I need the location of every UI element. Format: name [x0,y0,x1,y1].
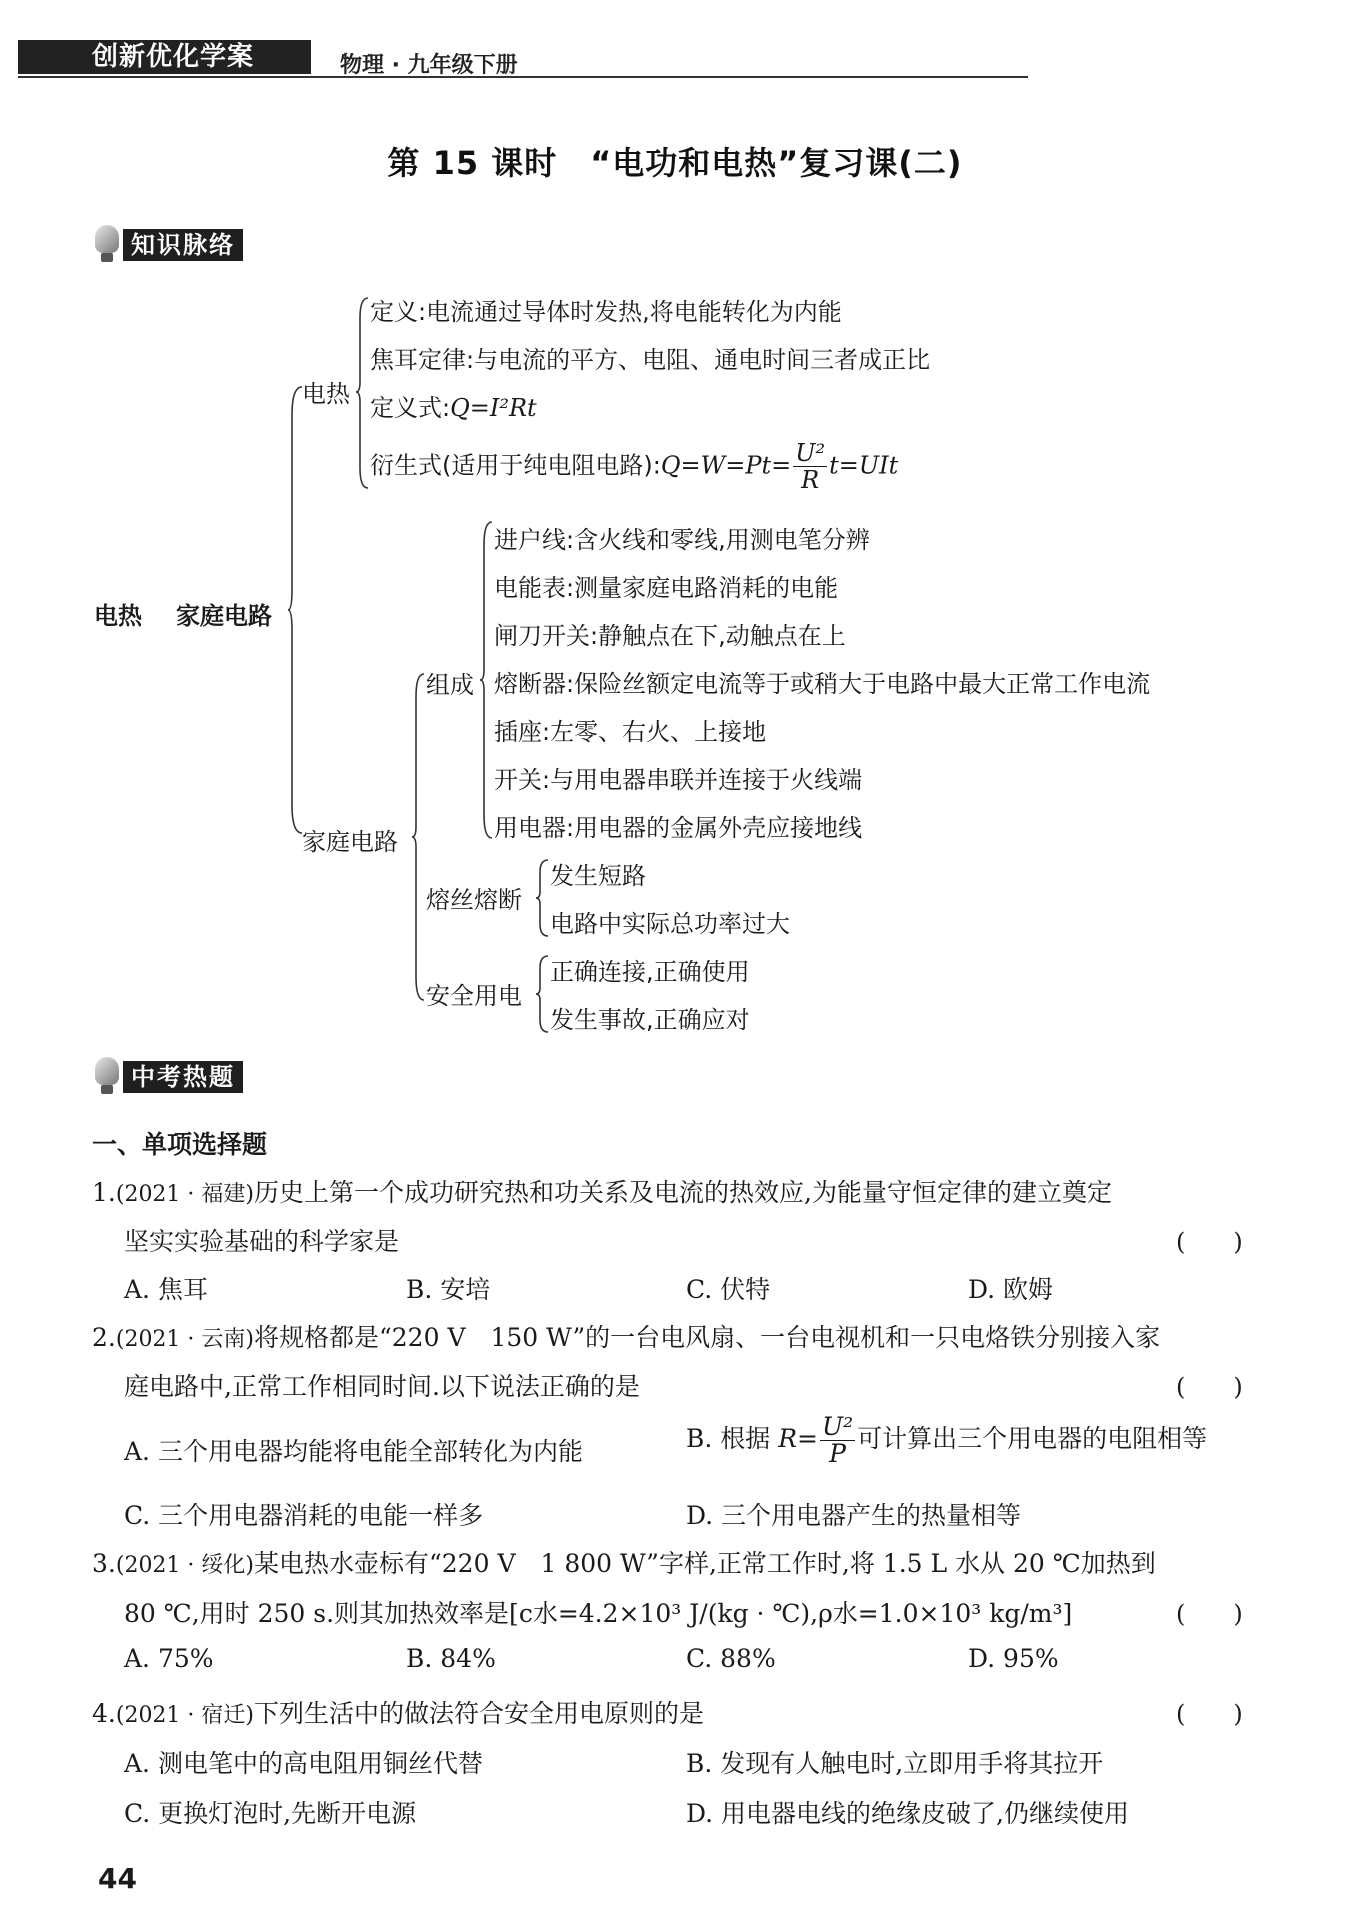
zucheng-item: 闸刀开关:静触点在下,动触点在上 [494,622,846,650]
header-subtitle: 物理 · 九年级下册 [340,53,518,78]
option: C. 88% [686,1644,776,1673]
option-b [686,1414,1207,1467]
tree-root-jiating: 家庭电路 [176,602,272,630]
question-text: 下列生活中的做法符合安全用电原则的是 [254,1699,705,1728]
section-badge-knowledge [95,228,243,262]
question-source: (2021 · 云南) [115,1327,254,1352]
section-badge-exam [95,1060,243,1094]
zucheng-item: 插座:左零、右火、上接地 [494,718,767,746]
option: D. 95% [968,1644,1059,1673]
lightbulb-icon [95,1057,119,1097]
branch-label-dianre: 电热 [302,380,350,408]
question-number: 1. [92,1178,116,1207]
brace-dianre [356,296,370,491]
tree-root-dianre: 电热 [94,602,142,630]
option: C. 伏特 [686,1275,771,1304]
option: B. 安培 [406,1275,491,1304]
question-number: 3. [92,1549,116,1578]
dianre-formula [370,388,537,423]
question-text: 历史上第一个成功研究热和功关系及电流的热效应,为能量守恒定律的建立奠定 [254,1178,1112,1207]
question-text: 某电热水壶标有“220 V 1 800 W”字样,正常工作时,将 1.5 L 水从 20 ℃加热到 [254,1549,1156,1578]
header-brand: 创新优化学案 [92,42,255,72]
answer-blank[interactable]: ( ) [1176,1228,1243,1256]
lightbulb-icon [95,225,119,265]
derived-fraction [793,440,827,493]
brace-rongsi [536,858,550,938]
question-source: (2021 · 宿迁) [115,1703,254,1728]
option: A. 焦耳 [124,1275,208,1304]
question-3-line1 [92,1544,1156,1580]
question-1-line1 [92,1173,1112,1209]
option-b-numerator: U² [822,1412,854,1441]
answer-blank[interactable]: ( ) [1176,1373,1243,1401]
dianre-item: 焦耳定律:与电流的平方、电阻、通电时间三者成正比 [370,346,931,374]
zucheng-item: 用电器:用电器的金属外壳应接地线 [494,814,863,842]
branch-label-jiating: 家庭电路 [302,828,398,856]
option: D. 欧姆 [968,1275,1054,1304]
option-b-denominator: P [829,1439,846,1468]
question-3-line2: 80 ℃,用时 250 s.则其加热效率是[c水=4.2×10³ J/(kg · ℃),ρ水=1.0×10³ kg/m³] [124,1599,1073,1628]
brace-jiating [412,672,426,1002]
question-source: (2021 · 绥化) [115,1553,254,1578]
dianre-item: 定义:电流通过导体时发热,将电能转化为内能 [370,298,842,326]
option: C. 三个用电器消耗的电能一样多 [124,1501,484,1530]
anquan-item: 正确连接,正确使用 [550,958,750,986]
branch-label-zucheng: 组成 [426,671,474,699]
zucheng-item: 进户线:含火线和零线,用测电笔分辨 [494,526,870,554]
zucheng-item: 熔断器:保险丝额定电流等于或稍大于电路中最大正常工作电流 [494,670,1151,698]
page-number: 44 [98,1862,137,1895]
answer-blank[interactable]: ( ) [1176,1700,1243,1728]
option: B. 发现有人触电时,立即用手将其拉开 [686,1749,1104,1778]
option: D. 三个用电器产生的热量相等 [686,1501,1022,1530]
derived-numerator: U² [795,439,826,467]
option-b-fraction [820,1414,855,1467]
section-label: 知识脉络 [123,229,243,261]
derived-denominator: R [801,466,820,494]
option: B. 84% [406,1644,496,1673]
derived-left: Q=W=Pt= [660,451,792,480]
lesson-title: 第 15 课时 “电功和电热”复习课(二) [387,144,963,182]
option: A. 75% [124,1644,214,1673]
anquan-item: 发生事故,正确应对 [550,1006,750,1034]
question-1-line2: 坚实实验基础的科学家是 [124,1227,400,1256]
option-b-variable: R= [778,1424,818,1453]
derived-prefix: 衍生式(适用于纯电阻电路): [370,451,661,480]
derived-right: t=UIt [829,451,899,480]
question-2-line2: 庭电路中,正常工作相同时间.以下说法正确的是 [124,1372,640,1401]
formula-prefix: 定义式: [370,394,451,422]
header-rule [18,76,1028,78]
brace-main [288,385,304,835]
branch-label-rongsi: 熔丝熔断 [426,886,522,914]
rongsi-item: 发生短路 [550,862,646,890]
brace-anquan [536,954,550,1034]
formula-expression: Q=I²Rt [450,394,537,422]
zucheng-item: 电能表:测量家庭电路消耗的电能 [494,574,839,602]
option: D. 用电器电线的绝缘皮破了,仍继续使用 [686,1799,1129,1828]
option-b-tail: 可计算出三个用电器的电阻相等 [857,1424,1208,1453]
branch-label-anquan: 安全用电 [426,982,522,1010]
question-number: 2. [92,1323,116,1352]
question-source: (2021 · 福建) [115,1182,254,1207]
answer-blank[interactable]: ( ) [1176,1600,1243,1628]
option: C. 更换灯泡时,先断开电源 [124,1799,417,1828]
option: A. 测电笔中的高电阻用铜丝代替 [124,1749,483,1778]
section-label: 中考热题 [123,1061,243,1093]
zucheng-item: 开关:与用电器串联并连接于火线端 [494,766,863,794]
question-4-line1 [92,1694,704,1730]
question-2-line1 [92,1318,1160,1354]
brace-zucheng [480,520,494,840]
dianre-derived [370,440,898,493]
part-heading: 一、单项选择题 [92,1130,268,1159]
question-number: 4. [92,1699,116,1728]
rongsi-item: 电路中实际总功率过大 [550,910,790,938]
question-text: 将规格都是“220 V 150 W”的一台电风扇、一台电视机和一只电烙铁分别接入家 [254,1323,1161,1352]
option: A. 三个用电器均能将电能全部转化为内能 [124,1437,583,1466]
option-b-prefix: B. 根据 [686,1424,779,1453]
